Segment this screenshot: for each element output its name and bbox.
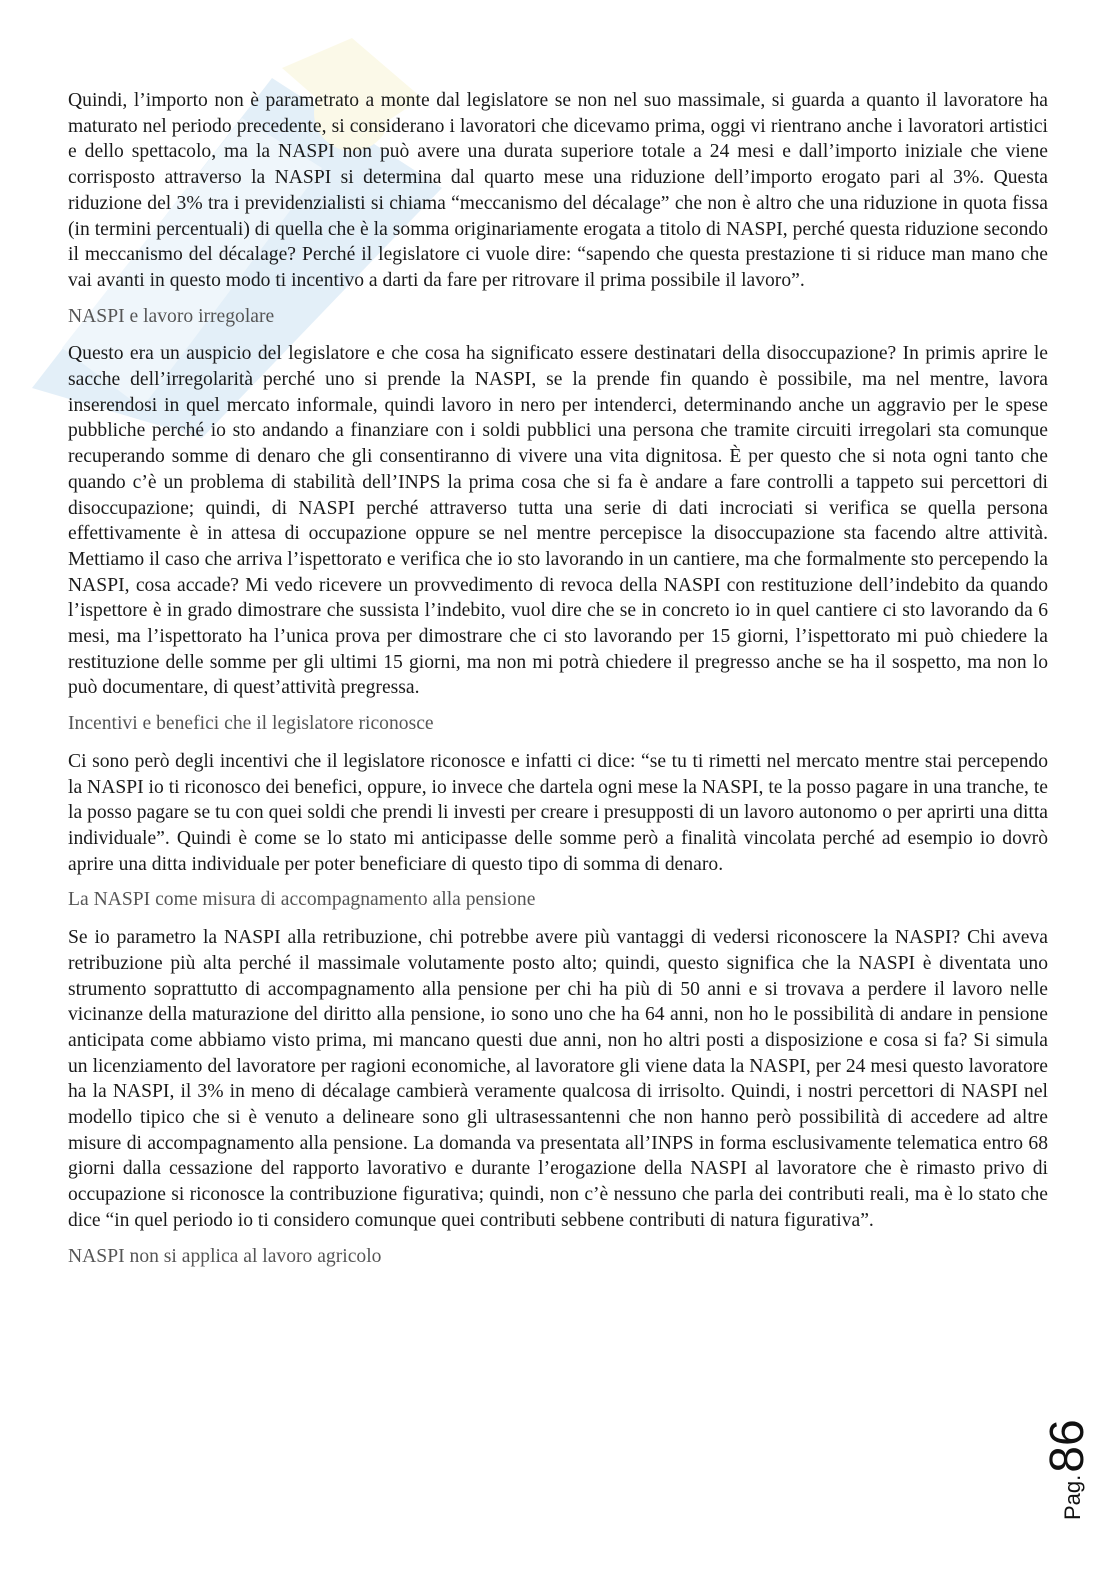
paragraph-accompagnamento-pensione: Se io parametro la NASPI alla retribuzione, chi potrebbe avere più vantaggi di vedersi riconoscere la NASPI? Chi aveva retribuzione più alta perché il massimale volutamente posto alto; quindi, questo significa che la NASPI è diventata uno strumento soprattutto di accompagnamento alla pensione per chi ha più di 50 anni e si trovava a perdere il lavoro nelle vicinanze della maturazione del diritto alla pensione, io sono uno che ha 64 anni, non ho le possibilità di andare in pensione anticipata come abbiamo visto prima, mi mancano questi due anni, non ho altri posti a disposizione e cosa si fa? Si simula un licenziamento del lavoratore per ragioni economiche, al lavoratore gli viene data la NASPI, per 24 mesi questo lavoratore ha la NASPI, il 3% in meno di décalage cambierà veramente qualcosa di irrisolto. Quindi, i nostri percettori di NASPI nel modello tipico che si è venuto a delineare sono gli ultrasessantenni che non hanno però possibilità di accedere ad altre misure di accompagnamento alla pensione. La domanda va presentata all’INPS in forma esclusivamente telematica entro 68 giorni dalla cessazione del rapporto lavorativo e durante l’erogazione della NASPI al lavoratore che è rimasto privo di occupazione si riconosce la contribuzione figurativa; quindi, non c’è nessuno che parla dei contributi reali, ma è lo stato che dice “in quel periodo io ti considero comunque quei contributi sebbene contributi di natura figurativa”. [68, 927, 1048, 1231]
heading-naspi-lavoro-agricolo: NASPI non si applica al lavoro agricolo [68, 1245, 382, 1267]
paragraph-incentivi: Ci sono però degli incentivi che il legislatore riconosce e infatti ci dice: “se tu ti rimetti nel mercato mentre stai percependo la NASPI io ti riconosco dei benefici, oppure, io invece che dartela ogni mese la NASPI, te la posso pagare in una tranche, te la posso pagare se tu con quei soldi che prendi li investi per creare i presupposti di un lavoro autonomo o per aprirti una ditta individuale”. Quindi è come se lo stato mi anticipasse delle somme però a finalità vincolata perché ad esempio io dovrò aprire una ditta individuale per poter beneficiare di questo tipo di somma di denaro. [68, 750, 1048, 875]
heading-naspi-accompagnamento-pensione: La NASPI come misura di accompagnamento alla pensione [68, 889, 536, 911]
page-number-label: Pag. [1060, 1474, 1085, 1520]
page-number-value: 86 [1041, 1419, 1094, 1473]
heading-incentivi-benefici: Incentivi e benefici che il legislatore riconosce [68, 713, 434, 735]
page-number [1032, 1420, 1092, 1520]
paragraph-naspi-importo: Quindi, l’importo non è parametrato a monte dal legislatore se non nel suo massimale, si guarda a quanto il lavoratore ha maturato nel periodo precedente, si considerano i lavoratori che dicevamo prima, oggi vi rientrano anche i lavoratori artistici e dello spettacolo, ma la NASPI non può avere una durata superiore totale a 24 mesi e dall’importo iniziale che viene corrisposto attraverso la NASPI si determina dal quarto mese una riduzione dell’importo erogato pari al 3%. Questa riduzione del 3% tra i previdenzialisti si chiama “meccanismo del décalage” che non è altro che una riduzione in quota fissa (in termini percentuali) di quella che è la somma originariamente erogata a titolo di NASPI, perché questa riduzione secondo il meccanismo del décalage? Perché il legislatore ci vuole dire: “sapendo che questa prestazione ti si riduce man mano che vai avanti in questo modo ti incentivo a darti da fare per ritrovare il prima possibile il lavoro”. [68, 90, 1048, 291]
paragraph-lavoro-irregolare: Questo era un auspicio del legislatore e che cosa ha significato essere destinatari della disoccupazione? In primis aprire le sacche dell’irregolarità perché uno si prende la NASPI, se la prende fin quando è possibile, ma nel mentre, lavora inserendosi in quel mercato informale, quindi lavoro in nero per intenderci, determinando anche un aggravio per le spese pubbliche perché io sto andando a finanziare con i soldi pubblici una persona che tramite circuiti irregolari sta comunque recuperando somme di denaro che gli consentiranno di vivere una vita dignitosa. È per questo che si nota ogni tanto che quando c’è un problema di stabilità dell’INPS la prima cosa che si fa è andare a fare controlli a tappeto sui percettori di disoccupazione; quindi, di NASPI perché attraverso tutta una serie di dati incrociati si verifica se quella persona effettivamente è in attesa di occupazione oppure se nel mentre percepisce la disoccupazione sta facendo altre attività. Mettiamo il caso che arriva l’ispettorato e verifica che io sto lavorando in un cantiere, ma che formalmente sto percependo la NASPI, cosa accade? Mi vedo ricevere un provvedimento di revoca della NASPI con restituzione dell’indebito da quando l’ispettore è in grado dimostrare che sussista l’indebito, vuol dire che se in concreto io in quel cantiere ci sto lavorando da 6 mesi, ma l’ispettorato ha l’unica prova per dimostrare che ci sto lavorando per 15 giorni, l’ispettorato mi può chiedere la restituzione delle somme per gli ultimi 15 giorni, ma non mi potrà chiedere il pregresso anche se ha il sospetto, ma non lo può documentare, di quest’attività pregressa. [68, 343, 1048, 699]
heading-naspi-lavoro-irregolare: NASPI e lavoro irregolare [68, 305, 275, 327]
page-content [68, 88, 1048, 1281]
